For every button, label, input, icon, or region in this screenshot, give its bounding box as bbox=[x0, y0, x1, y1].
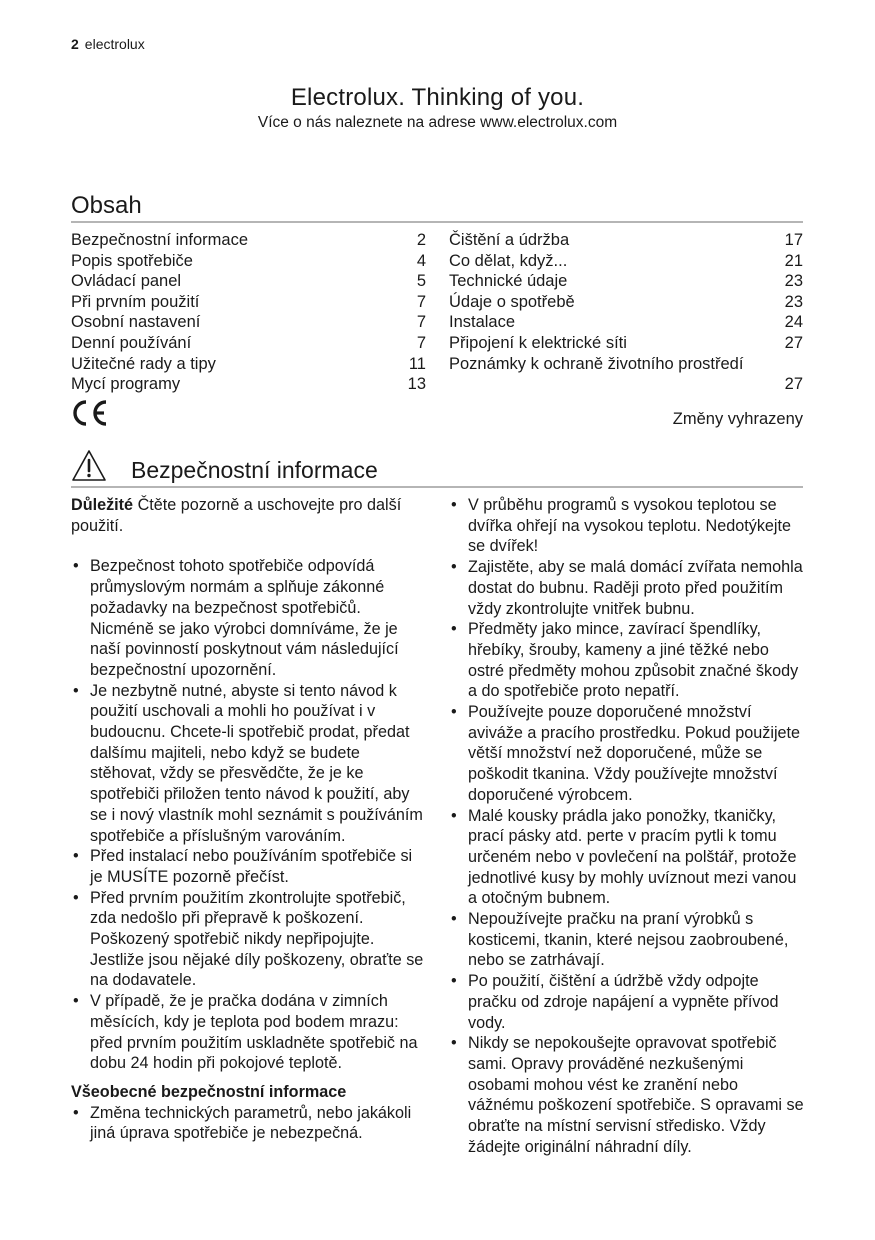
section-title: Bezpečnostní informace bbox=[131, 457, 378, 483]
section-divider bbox=[71, 486, 803, 488]
toc-entry[interactable] bbox=[71, 271, 426, 292]
toc-entry-label: Technické údaje bbox=[449, 272, 568, 291]
list-item: • Předměty jako mince, zavírací špendlíky, hřebíky, šrouby, kameny a jiné těžké nebo ostré předměty mohou způsobit značné škody a do spotřebiče proto nepatří. bbox=[449, 619, 805, 702]
toc-divider bbox=[71, 221, 803, 223]
toc-entry-page: 17 bbox=[784, 231, 803, 249]
toc-entry[interactable] bbox=[71, 292, 426, 313]
list-item: • V případě, že je pračka dodána v zimních měsících, kdy je teplota pod bodem mrazu: před prvním použitím uskladněte spotřebič na dobu 24 hodin při pokojové teplotě. bbox=[71, 991, 427, 1074]
toc-entry[interactable] bbox=[449, 333, 803, 354]
list-item: • V průběhu programů s vysokou teplotou se dvířka ohřejí na vysokou teplotu. Nedotýkejte se dvířek! bbox=[449, 495, 805, 557]
toc-entry-page: 7 bbox=[416, 292, 426, 311]
toc-entry[interactable] bbox=[449, 354, 803, 395]
list-item: • Zajistěte, aby se malá domácí zvířata nemohla dostat do bubnu. Raději proto před použitím vždy zkontrolujte vnitřek bubnu. bbox=[449, 557, 805, 619]
toc-entry-label: Poznámky k ochraně životního prostředí bbox=[449, 354, 744, 373]
list-item: • Nepoužívejte pračku na praní výrobků s kosticemi, tkanin, které nejsou zaobroubené, nebo se zatrhávají. bbox=[449, 909, 805, 971]
toc-entry-page: 2 bbox=[416, 231, 426, 249]
toc-entry[interactable] bbox=[449, 292, 803, 313]
list-item: • Před instalací nebo používáním spotřebiče si je MUSÍTE pozorně přečíst. bbox=[71, 846, 427, 887]
toc-right-column bbox=[449, 230, 803, 395]
brand-title: Electrolux. Thinking of you. bbox=[290, 84, 585, 111]
toc-entry[interactable] bbox=[71, 354, 426, 375]
list-item: • Bezpečnost tohoto spotřebiče odpovídá průmyslovým normám a splňuje zákonné požadavky na bezpečnost spotřebičů. Nicméně se jako výrobci domníváme, že je naší povinností poskytnout vám následující bezpečnostní upozornění. bbox=[71, 556, 427, 680]
general-safety-list bbox=[71, 1103, 427, 1144]
intro-text: Čtěte pozorně a uschovejte pro další použití. bbox=[71, 496, 402, 535]
toc-left-column bbox=[71, 230, 426, 395]
toc-entry-label: Ovládací panel bbox=[71, 272, 182, 291]
toc-entry-page: 5 bbox=[416, 272, 426, 291]
brand-subtitle: Více o nás naleznete na adrese www.electrolux.com bbox=[257, 114, 618, 131]
toc-entry-page: 7 bbox=[416, 313, 426, 332]
toc-entry[interactable] bbox=[449, 271, 803, 292]
toc-entry-page: 11 bbox=[408, 354, 426, 373]
toc-entry[interactable] bbox=[449, 230, 803, 251]
toc-entry-label: Bezpečnostní informace bbox=[71, 231, 249, 249]
page-header bbox=[71, 36, 145, 52]
list-item: • Je nezbytně nutné, abyste si tento návod k použití uschovali a mohli ho používat i v budoucnu. Chcete-li spotřebič prodat, předat dalšímu majiteli, nebo když se budete stěhovat, vždy se přesvědčte, že je ke spotřebiči přiložen tento návod k použití, aby se i nový vlastník mohl seznámit s používáním spotřebiče a příslušným varováním. bbox=[71, 681, 427, 847]
toc-entry-page: 13 bbox=[407, 375, 426, 394]
list-item: • Malé kousky prádla jako ponožky, tkaničky, prací pásky atd. perte v pracím pytli k tomu určeném nebo v povlečení na polštář, protože jednotlivé kusy by mohly uvíznout mezi vanou a otočným bubnem. bbox=[449, 806, 805, 910]
warning-triangle-icon bbox=[71, 449, 107, 488]
toc-entry[interactable] bbox=[71, 333, 426, 354]
toc-entry-label: Mycí programy bbox=[71, 375, 181, 394]
toc-entry-label: Užitečné rady a tipy bbox=[71, 354, 216, 373]
toc-entry[interactable] bbox=[71, 230, 426, 251]
toc-entry-label: Instalace bbox=[449, 313, 516, 332]
page-number: 2 bbox=[71, 36, 79, 52]
safety-list-continued bbox=[449, 495, 805, 1158]
toc-entry-label: Při prvním použití bbox=[71, 292, 200, 311]
intro-paragraph bbox=[71, 495, 427, 536]
toc-entry-label: Připojení k elektrické síti bbox=[449, 333, 627, 352]
toc-entry-label: Osobní nastavení bbox=[71, 313, 201, 332]
toc-entry-label: Popis spotřebiče bbox=[71, 251, 193, 270]
toc-entry-page: 4 bbox=[416, 251, 426, 270]
list-item: • Nikdy se nepokoušejte opravovat spotřebič sami. Opravy prováděné nezkušenými osobami mohou vést ke zranění nebo vážnému poškození spotřebiče. S opravami se obraťte na místní servisní středisko. Vždy žádejte originální náhradní díly. bbox=[449, 1033, 805, 1157]
toc-entry-label: Čištění a údržba bbox=[449, 231, 570, 249]
list-item: • Před prvním použitím zkontrolujte spotřebič, zda nedošlo při přepravě k poškození. Poškozený spotřebič nikdy nepřipojujte. Jestliže jsou nějaké díly poškozeny, obraťte se na dodavatele. bbox=[71, 888, 427, 992]
toc-entry-label: Denní používání bbox=[71, 333, 192, 352]
toc-entry[interactable] bbox=[71, 251, 426, 272]
toc-entry[interactable] bbox=[71, 374, 426, 395]
toc-title: Obsah bbox=[71, 192, 142, 219]
left-text-column bbox=[71, 495, 427, 1144]
toc-entry-page: 7 bbox=[416, 333, 426, 352]
toc-entry-page: 23 bbox=[784, 272, 803, 291]
changes-reserved-note: Změny vyhrazeny bbox=[672, 410, 803, 428]
toc-entry-page: 21 bbox=[784, 251, 803, 270]
list-item: • Používejte pouze doporučené množství aviváže a pracího prostředku. Pokud použijete větší množství než doporučené, může se poškodit tkanina. Vždy používejte množství doporučené výrobcem. bbox=[449, 702, 805, 806]
toc-entry[interactable] bbox=[71, 312, 426, 333]
toc-entry-page: 27 bbox=[784, 375, 803, 394]
right-text-column bbox=[449, 495, 805, 1158]
ce-mark-icon bbox=[69, 398, 109, 433]
toc-entry[interactable] bbox=[449, 312, 803, 333]
toc-entry-page: 24 bbox=[784, 313, 803, 332]
toc-entry[interactable] bbox=[449, 251, 803, 272]
toc-entry-label: Údaje o spotřebě bbox=[449, 292, 575, 311]
general-safety-heading: Všeobecné bezpečnostní informace bbox=[71, 1082, 347, 1101]
toc-entry-label: Co dělat, když... bbox=[449, 251, 568, 270]
list-item: • Po použití, čištění a údržbě vždy odpojte pračku od zdroje napájení a vypněte přívod vody. bbox=[449, 971, 805, 1033]
toc-entry-page: 23 bbox=[784, 292, 803, 311]
header-brand: electrolux bbox=[84, 36, 145, 52]
toc-entry-page: 27 bbox=[784, 333, 803, 352]
intro-bold: Důležité bbox=[71, 496, 134, 514]
safety-list bbox=[71, 556, 427, 1074]
list-item: • Změna technických parametrů, nebo jakákoli jiná úprava spotřebiče je nebezpečná. bbox=[71, 1103, 427, 1144]
